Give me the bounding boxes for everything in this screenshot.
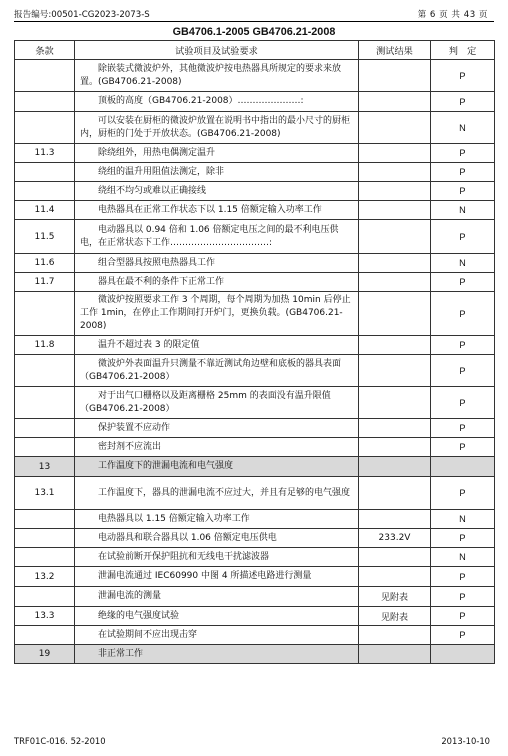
- result-cell: [359, 60, 431, 92]
- requirement-text: 工作温度下，器具的泄漏电流不应过大，并且有足够的电气强度: [98, 487, 351, 498]
- clause-cell: 19: [15, 645, 75, 664]
- result-cell: [359, 336, 431, 355]
- result-cell: [359, 387, 431, 419]
- requirement-text: 顶板的高度（GB4706.21-2008）…………………:: [98, 96, 304, 106]
- result-cell: [359, 548, 431, 567]
- clause-cell: [15, 419, 75, 438]
- verdict-cell: P: [431, 567, 495, 587]
- requirement-cell: [75, 92, 359, 112]
- column-header-clause: 条款: [15, 41, 75, 60]
- requirement-text: 电动器具以 0.94 倍和 1.06 倍额定电压之间的最不利电压供电，在正常状态下工作……………………………:: [80, 224, 339, 248]
- page-header: [14, 8, 494, 20]
- requirement-cell: [75, 548, 359, 567]
- requirement-cell: [75, 201, 359, 220]
- table-row: [15, 457, 495, 477]
- clause-cell: 11.3: [15, 144, 75, 163]
- table-row: [15, 292, 495, 336]
- page-footer: [14, 736, 494, 748]
- verdict-cell: N: [431, 510, 495, 529]
- table-row: [15, 607, 495, 626]
- verdict-cell: [431, 645, 495, 664]
- verdict-cell: N: [431, 254, 495, 273]
- table-row: [15, 510, 495, 529]
- column-header-result: 测试结果: [359, 41, 431, 60]
- requirement-cell: [75, 419, 359, 438]
- result-cell: [359, 438, 431, 457]
- requirement-cell: [75, 510, 359, 529]
- clause-cell: 11.6: [15, 254, 75, 273]
- requirement-text: 温升不超过表 3 的限定值: [98, 339, 200, 350]
- requirement-cell: [75, 182, 359, 201]
- requirement-text: 微波炉按照要求工作 3 个周期，每个周期为加热 10min 后停止工作 1min，在停止工作期间打开炉门，更换负载。(GB4706.21-2008): [80, 295, 351, 331]
- requirement-text: 保护装置不应动作: [98, 422, 171, 433]
- verdict-cell: P: [431, 587, 495, 607]
- clause-cell: 13.2: [15, 567, 75, 587]
- clause-cell: [15, 92, 75, 112]
- verdict-cell: P: [431, 626, 495, 645]
- result-cell: [359, 201, 431, 220]
- test-results-table: [14, 40, 495, 664]
- result-cell: [359, 163, 431, 182]
- table-row: [15, 163, 495, 182]
- clause-cell: 13: [15, 457, 75, 477]
- requirement-cell: [75, 273, 359, 292]
- footer-date: 2013-10-10: [441, 736, 490, 746]
- requirement-cell: [75, 438, 359, 457]
- requirement-text: 绕组的温升用阻值法测定，除非: [98, 166, 225, 177]
- table-row: [15, 273, 495, 292]
- requirement-cell: [75, 220, 359, 254]
- result-cell: 233.2V: [359, 529, 431, 548]
- result-cell: [359, 567, 431, 587]
- clause-cell: [15, 548, 75, 567]
- result-cell: [359, 92, 431, 112]
- report-number: 报告编号:00501-CG2023-2073-S: [14, 10, 150, 20]
- requirement-cell: [75, 626, 359, 645]
- verdict-cell: N: [431, 112, 495, 144]
- requirement-cell: [75, 254, 359, 273]
- requirement-text: 除嵌装式微波炉外，其他微波炉按电热器具所规定的要求来放置。(GB4706.21-2008): [80, 63, 342, 87]
- requirement-cell: [75, 292, 359, 336]
- verdict-cell: P: [431, 438, 495, 457]
- verdict-cell: P: [431, 607, 495, 626]
- result-cell: [359, 273, 431, 292]
- table-row: [15, 645, 495, 664]
- requirement-cell: [75, 387, 359, 419]
- result-cell: [359, 144, 431, 163]
- verdict-cell: P: [431, 182, 495, 201]
- column-header-verdict: 判 定: [431, 41, 495, 60]
- requirement-text: 绝缘的电气强度试验: [98, 610, 180, 621]
- result-cell: [359, 626, 431, 645]
- table-header-row: [15, 41, 495, 60]
- clause-cell: 11.4: [15, 201, 75, 220]
- table-row: [15, 60, 495, 92]
- result-cell: [359, 254, 431, 273]
- verdict-cell: P: [431, 387, 495, 419]
- verdict-cell: N: [431, 548, 495, 567]
- verdict-cell: P: [431, 273, 495, 292]
- verdict-cell: P: [431, 144, 495, 163]
- table-row: [15, 336, 495, 355]
- requirement-text: 工作温度下的泄漏电流和电气强度: [98, 461, 234, 471]
- clause-cell: 11.5: [15, 220, 75, 254]
- requirement-text: 泄漏电流的测量: [98, 591, 162, 601]
- table-row: [15, 477, 495, 510]
- requirement-cell: [75, 336, 359, 355]
- clause-cell: [15, 438, 75, 457]
- verdict-cell: P: [431, 163, 495, 182]
- result-cell: [359, 112, 431, 144]
- table-row: [15, 220, 495, 254]
- page-info: 第 6 页 共 43 页: [417, 10, 488, 20]
- form-number: TRF01C-016. 52-2010: [14, 736, 106, 746]
- requirement-cell: [75, 567, 359, 587]
- requirement-cell: [75, 144, 359, 163]
- requirement-text: 组合型器具按照电热器具工作: [98, 257, 216, 268]
- table-row: [15, 201, 495, 220]
- requirement-cell: [75, 163, 359, 182]
- requirement-text: 微波炉外表面温升只测量不靠近测试角边壁和底板的器具表面（GB4706.21-2008）: [80, 358, 342, 382]
- requirement-text: 在试验前断开保护阻抗和无线电干扰滤波器: [98, 551, 270, 562]
- table-row: [15, 419, 495, 438]
- requirement-text: 电热器具以 1.15 倍额定输入功率工作: [98, 513, 250, 524]
- clause-cell: [15, 60, 75, 92]
- clause-cell: 13.1: [15, 477, 75, 510]
- verdict-cell: P: [431, 292, 495, 336]
- requirement-cell: [75, 477, 359, 510]
- clause-cell: [15, 112, 75, 144]
- requirement-text: 可以安装在厨柜的微波炉放置在说明书中指出的最小尺寸的厨柜内，厨柜的门处于开放状态。(GB4706.21-2008): [80, 115, 351, 139]
- result-cell: [359, 510, 431, 529]
- table-row: [15, 92, 495, 112]
- result-cell: 见附表: [359, 587, 431, 607]
- requirement-cell: [75, 645, 359, 664]
- verdict-cell: P: [431, 60, 495, 92]
- verdict-cell: P: [431, 419, 495, 438]
- requirement-text: 对于出气口栅格以及距离栅格 25mm 的表面没有温升限值（GB4706.21-2008）: [80, 390, 331, 414]
- result-cell: [359, 457, 431, 477]
- clause-cell: [15, 292, 75, 336]
- requirement-text: 电热器具在正常工作状态下以 1.15 倍额定输入功率工作: [98, 204, 322, 215]
- requirement-cell: [75, 529, 359, 548]
- clause-cell: 11.7: [15, 273, 75, 292]
- table-row: [15, 387, 495, 419]
- verdict-cell: P: [431, 336, 495, 355]
- table-row: [15, 438, 495, 457]
- result-cell: 见附表: [359, 607, 431, 626]
- column-header-requirement: 试验项目及试验要求: [75, 41, 359, 60]
- requirement-text: 泄漏电流通过 IEC60990 中图 4 所描述电路进行测量: [98, 571, 312, 581]
- header-divider: [14, 21, 494, 22]
- document-title: GB4706.1-2005 GB4706.21-2008: [172, 26, 336, 38]
- result-cell: [359, 220, 431, 254]
- requirement-text: 在试验期间不应出现击穿: [98, 629, 198, 640]
- requirement-cell: [75, 355, 359, 387]
- table-row: [15, 567, 495, 587]
- result-cell: [359, 182, 431, 201]
- requirement-text: 非正常工作: [98, 648, 144, 659]
- requirement-cell: [75, 457, 359, 477]
- verdict-cell: P: [431, 355, 495, 387]
- verdict-cell: P: [431, 529, 495, 548]
- requirement-text: 器具在最不利的条件下正常工作: [98, 276, 225, 287]
- clause-cell: [15, 626, 75, 645]
- requirement-cell: [75, 607, 359, 626]
- clause-cell: [15, 387, 75, 419]
- clause-cell: [15, 529, 75, 548]
- requirement-cell: [75, 60, 359, 92]
- table-row: [15, 529, 495, 548]
- clause-cell: [15, 510, 75, 529]
- requirement-cell: [75, 112, 359, 144]
- clause-cell: [15, 587, 75, 607]
- clause-cell: [15, 182, 75, 201]
- requirement-text: 电动器具和联合器具以 1.06 倍额定电压供电: [98, 532, 277, 543]
- table-body: [15, 60, 495, 664]
- result-cell: [359, 645, 431, 664]
- clause-cell: 11.8: [15, 336, 75, 355]
- table-row: [15, 548, 495, 567]
- requirement-text: 绕组不均匀或难以正确接线: [98, 185, 207, 196]
- table-row: [15, 355, 495, 387]
- requirement-text: 密封剂不应流出: [98, 441, 162, 452]
- table-row: [15, 626, 495, 645]
- verdict-cell: P: [431, 92, 495, 112]
- verdict-cell: P: [431, 220, 495, 254]
- clause-cell: 13.3: [15, 607, 75, 626]
- clause-cell: [15, 163, 75, 182]
- table-row: [15, 254, 495, 273]
- table-row: [15, 587, 495, 607]
- verdict-cell: P: [431, 477, 495, 510]
- result-cell: [359, 292, 431, 336]
- result-cell: [359, 355, 431, 387]
- result-cell: [359, 419, 431, 438]
- result-cell: [359, 477, 431, 510]
- clause-cell: [15, 355, 75, 387]
- table-row: [15, 144, 495, 163]
- verdict-cell: [431, 457, 495, 477]
- requirement-text: 除绕组外，用热电偶测定温升: [98, 147, 216, 158]
- verdict-cell: N: [431, 201, 495, 220]
- table-row: [15, 112, 495, 144]
- requirement-cell: [75, 587, 359, 607]
- table-row: [15, 182, 495, 201]
